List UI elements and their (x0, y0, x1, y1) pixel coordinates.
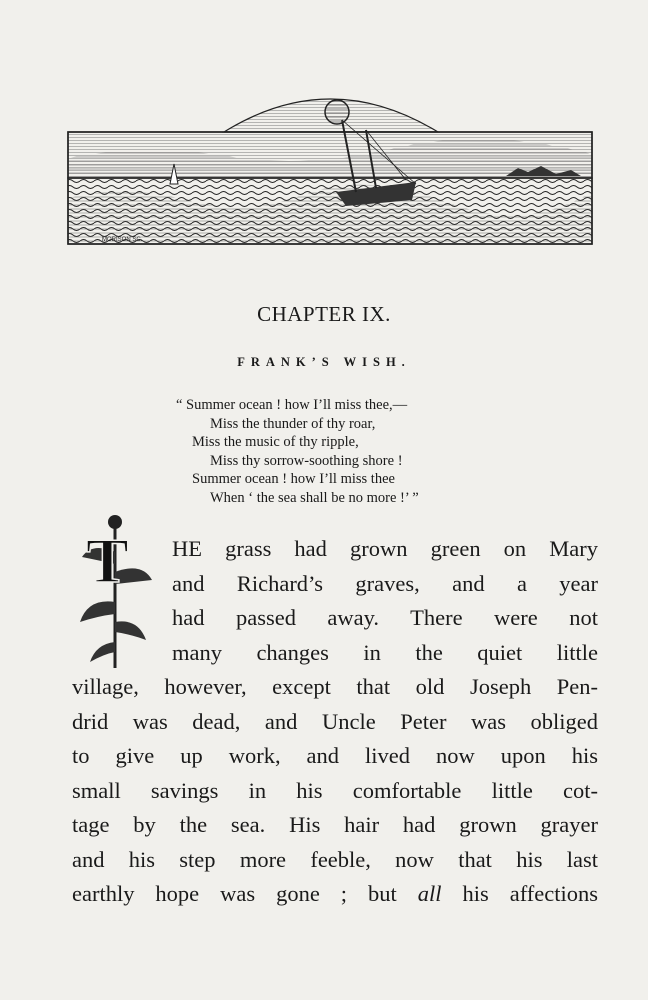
body-line: drid was dead, and Uncle Peter was obliged (72, 708, 598, 734)
body-line: tage by the sea. His hair had grown grayer (72, 812, 598, 837)
chapter-subtitle: FRANK’S WISH. (237, 355, 411, 369)
body-line: and his step more feeble, now that his last (72, 846, 598, 872)
body-line: to give up work, and lived now upon his (72, 743, 598, 768)
body-line: small savings in his comfortable little cot- (72, 777, 598, 803)
poem-line: Miss thy sorrow-soothing shore ! (210, 452, 403, 469)
last-line-end: his affections (441, 881, 599, 906)
body-line: and Richard’s graves, and a year (172, 570, 598, 596)
poem-line: When ‘ the sea shall be no more !’ ” (210, 489, 419, 506)
body-last-line (72, 877, 598, 912)
poem-line: Miss the music of thy ripple, (192, 434, 359, 450)
engraver-signature: MORISON SC. (102, 237, 143, 243)
poem-line: “ Summer ocean ! how I’ll miss thee,— (176, 397, 408, 413)
chapter-body-text (72, 532, 598, 912)
ship-at-sea-engraving (66, 88, 594, 250)
drop-cap-letter: T (86, 525, 129, 596)
poem-line: Miss the thunder of thy roar, (210, 415, 376, 432)
body-line: many changes in the quiet little (172, 639, 598, 665)
body-line: village, however, except that old Joseph Pen- (72, 674, 598, 699)
body-line: had passed away. There were not (172, 605, 598, 630)
epigraph-poem (176, 396, 516, 507)
body-line: HE grass had grown green on Mary (172, 536, 598, 561)
last-line-start: earthly hope was gone ; but (72, 881, 418, 906)
italic-word: all (417, 881, 442, 906)
poem-line: Summer ocean ! how I’ll miss thee (192, 471, 395, 487)
chapter-title: CHAPTER IX. (257, 302, 391, 326)
